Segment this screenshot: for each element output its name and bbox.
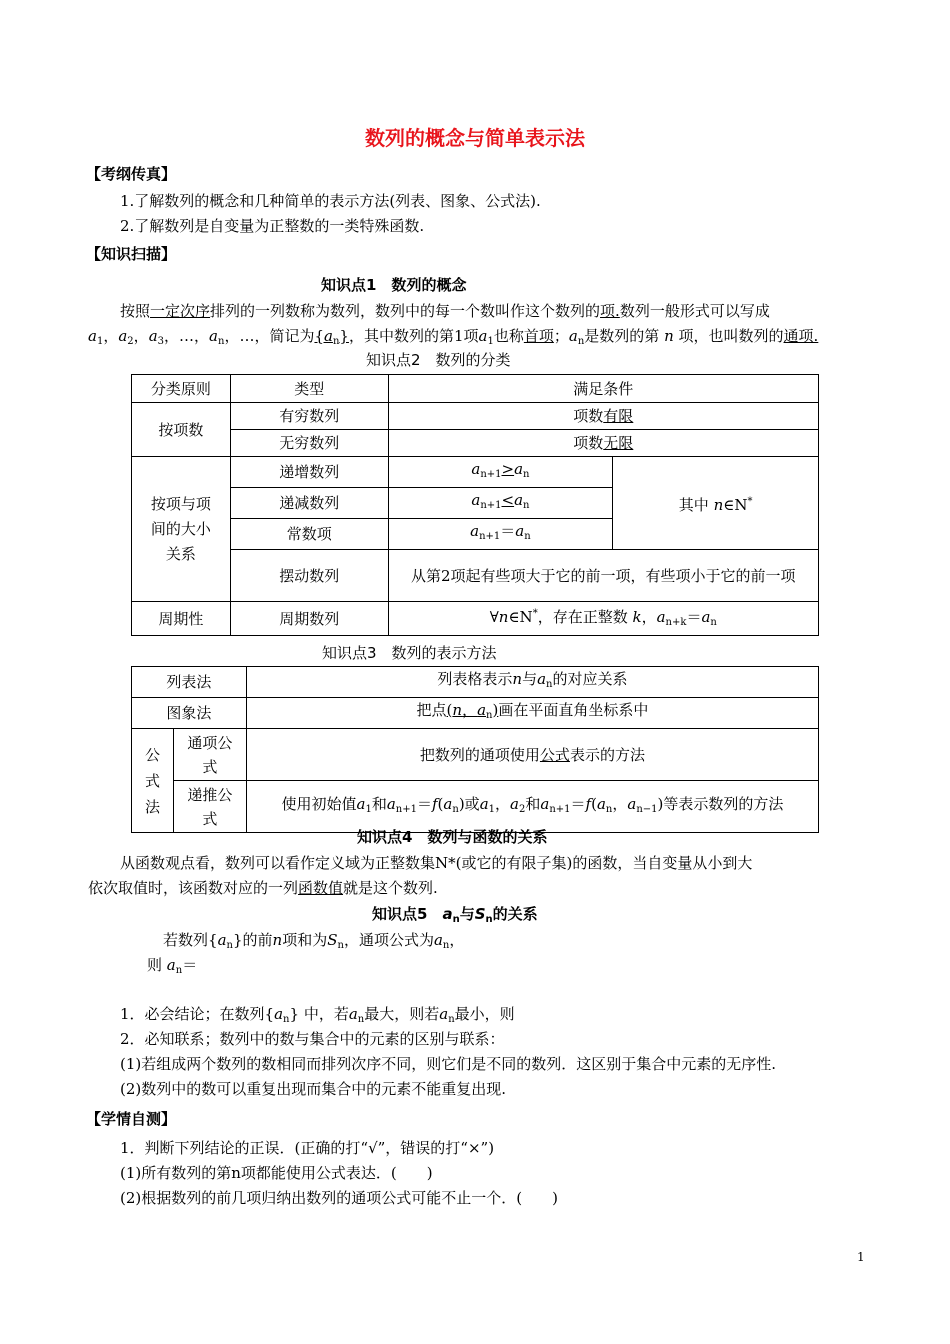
section-xueqing: 【学情自测】 (86, 1110, 177, 1128)
cell-constant: 常数项 (230, 519, 388, 550)
cell-by-size: 按项与项 间的大小 关系 (132, 457, 231, 602)
cell-graph-desc: 把点(n，$a_n$)画在平面直角坐标系中 (246, 698, 818, 729)
note-2: 2．必知联系；数列中的数与集合中的元素的区别与联系： (120, 1030, 505, 1048)
cell-finite-cond: 项数有限 (388, 403, 818, 430)
kp4-line1: 从函数观点看，数列可以看作定义域为正整数集N*(或它的有限子集)的函数，当自变量从小到大 (120, 854, 753, 872)
kaogang-item-1: 1.了解数列的概念和几种简单的表示方法(列表、图象、公式法). (120, 192, 541, 210)
cell-periodic-cond: ∀n∈N*，存在正整数 k，$a_{n+k}=a_n$ (388, 602, 818, 636)
col-header-principle: 分类原则 (132, 375, 231, 403)
cell-list-desc: 列表格表示n与$a_n$的对应关系 (246, 667, 818, 698)
cell-where: 其中 n∈N* (613, 457, 819, 550)
section-zhishi: 【知识扫描】 (86, 245, 177, 263)
representation-table (131, 666, 819, 833)
cell-general: 通项公 式 (173, 729, 246, 781)
kp2-heading: 知识点2 数列的分类 (366, 351, 511, 369)
kp4-line2: 依次取值时，该函数对应的一列函数值就是这个数列. (88, 879, 438, 897)
kaogang-item-2: 2.了解数列是自变量为正整数的一类特殊函数. (120, 217, 425, 235)
cell-periodicity: 周期性 (132, 602, 231, 636)
kp5-line2: 则 $a_n=$ (147, 956, 198, 976)
selftest-q1: 1．判断下列结论的正误．(正确的打“√”，错误的打“×”) (120, 1139, 495, 1157)
kp1-line2: $a_1$，$a_2$，$a_3$，…，$a_n$，…，简记为$\{a_n\}$，其中数列的第1项$a_1$也称首项；$a_n$是数列的第 n 项，也叫数列的通项. (88, 327, 819, 347)
note-3: (1)若组成两个数列的数相同而排列次序不同，则它们是不同的数列．这区别于集合中元素的无序性. (120, 1055, 777, 1073)
cell-swing-cond: 从第2项起有些项大于它的前一项，有些项小于它的前一项 (388, 550, 818, 602)
col-header-type: 类型 (230, 375, 388, 403)
cell-finite: 有穷数列 (230, 403, 388, 430)
kp4-heading: 知识点4 数列与函数的关系 (357, 828, 548, 846)
cell-recursive: 递推公 式 (173, 781, 246, 833)
cell-constant-cond: $a_{n+1}=a_n$ (388, 519, 613, 550)
cell-periodic: 周期数列 (230, 602, 388, 636)
cell-infinite: 无穷数列 (230, 430, 388, 457)
page-title: 数列的概念与简单表示法 (365, 126, 585, 150)
note-4: (2)数列中的数可以重复出现而集合中的元素不能重复出现. (120, 1080, 507, 1098)
section-kaogang: 【考纲传真】 (86, 165, 177, 183)
cell-decreasing-cond: $a_{n+1}<a_n$ (388, 488, 613, 519)
kp1-line1: 按照一定次序排列的一列数称为数列，数列中的每一个数叫作这个数列的项.数列一般形式可以写成 (120, 302, 770, 320)
cell-increasing-cond: $a_{n+1}>a_n$ (388, 457, 613, 488)
cell-graph: 图象法 (132, 698, 247, 729)
cell-decreasing: 递减数列 (230, 488, 388, 519)
cell-by-count: 按项数 (132, 403, 231, 457)
selftest-q1-1: (1)所有数列的第n项都能使用公式表达．( ) (120, 1164, 433, 1182)
cell-increasing: 递增数列 (230, 457, 388, 488)
kp1-heading: 知识点1 数列的概念 (321, 276, 467, 294)
cell-swing: 摆动数列 (230, 550, 388, 602)
kp5-heading: 知识点5 $a_n$与$S_n$的关系 (372, 905, 538, 925)
page-number: 1 (857, 1250, 865, 1264)
note-1: 1．必会结论；在数列$\{a_n\}$ 中，若$a_n$最大，则若$a_n$最小，则 (120, 1005, 515, 1025)
cell-list: 列表法 (132, 667, 247, 698)
selftest-q1-2: (2)根据数列的前几项归纳出数列的通项公式可能不止一个．( ) (120, 1189, 558, 1207)
cell-general-desc: 把数列的通项使用公式表示的方法 (246, 729, 818, 781)
col-header-condition: 满足条件 (388, 375, 818, 403)
classification-table (131, 374, 819, 636)
cell-formula: 公 式 法 (132, 729, 174, 833)
kp3-heading: 知识点3 数列的表示方法 (322, 644, 497, 662)
cell-recursive-desc: 使用初始值$a_1$和$a_{n+1}=f(a_n)$或$a_1$，$a_2$和$a_{n+1}=f(a_n$，$a_{n-1}$)等表示数列的方法 (246, 781, 818, 833)
cell-infinite-cond: 项数无限 (388, 430, 818, 457)
kp5-line1: 若数列$\{a_n\}$的前n项和为$S_n$，通项公式为$a_n$， (163, 931, 465, 951)
